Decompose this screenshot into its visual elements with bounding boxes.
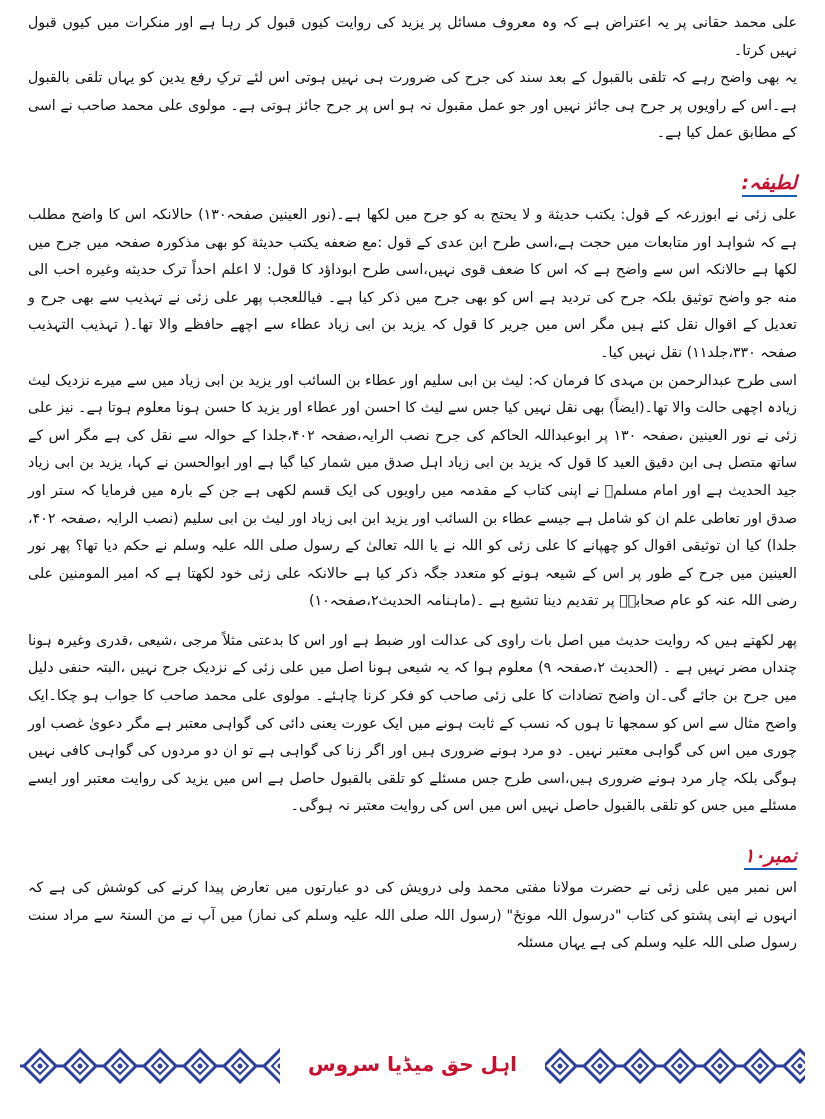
heading-latifa-text: لطیفہ: bbox=[742, 172, 797, 197]
paragraph-number-10: اس نمبر میں علی زئی نے حضرت مولانا مفتی محمد ولی درویش کی دو عبارتوں میں تعارض پیدا کرنے کی کوشش کی ہے کہ انہوں نے اپنی پشتو کی کتاب "درسول اللہ مونځ" (رسول اللہ صلی اللہ علیہ وسلم کی نماز) میں آپ نے من السنۃ سے مراد سنت رسول صلی اللہ علیہ وسلم کی ہے یہاں مسئلہ bbox=[28, 880, 797, 952]
heading-number-10 bbox=[28, 841, 797, 871]
paragraph-hadith-narration: پھر لکھتے ہیں کہ روایت حدیث میں اصل بات راوی کی عدالت اور ضبط ہے اور اس کا بدعتی مثلاً مرجی ،شیعی ،قدری وغیرہ ہونا چنداں مضر نہیں ہے ۔ (الحدیث ۲،صفحہ ۹) معلوم ہوا کہ یہ شیعی ہونا اصل میں علی زئی کے نزدیک جرح نہیں ،البتہ حنفی دلیل میں جرح بن جائے گی۔ان واضح تضادات کا علی زئی صاحب کو فکر کرنا چاہئے۔ مولوی علی محمد صاحب کا جواب ہو چکا۔ایک واضح مثال سے اس کو سمجھا تا ہوں کہ نسب کے ثابت ہونے میں ایک عورت یعنی دائی کی گواہی معتبر ہے مگر دعویٰ غصب اور چوری میں اس کی گواہی معتبر نہیں۔ دو مرد ہونے ضروری ہیں اور اگر زنا کی گواہی ہے تو ان دو مردوں کی گواہی کافی نہیں ہوگی بلکہ چار مرد ہونے ضروری ہیں،اسی طرح جس مسئلے کو تلقی بالقبول حاصل ہے اس میں یزید کی روایت معتبر اور ایسے مسئلے میں جس کو تلقی بالقبول حاصل نہیں اس میں اس کی روایت معتبر نہ ہوگی۔ bbox=[28, 632, 797, 815]
paragraph-talaqqi: یہ بھی واضح رہے کہ تلقی بالقبول کے بعد سند کی جرح کی ضرورت ہی نہیں ہوتی اس لئے ترکِ رفع یدین کو یہاں تلقی بالقبول ہے۔اس کے راویوں پر جرح ہی جائز نہیں اور جو عمل مقبول نہ ہو اس پر جرح جائز ہوتی ہے۔ مولوی علی محمد صاحب نے اسی کے مطابق عمل کیا ہے۔ bbox=[28, 70, 797, 142]
document-page bbox=[28, 10, 797, 958]
heading-number-10-text: نمبر۱۰ bbox=[744, 845, 797, 870]
paragraph-objection: علی محمد حقانی پر یہ اعتراض ہے کہ وہ معروف مسائل پر یزید کی روایت کیوں قبول کر رہا ہے اور منکرات میں کیوں قبول نہیں کرتا۔ bbox=[28, 15, 797, 59]
footer-banner bbox=[20, 1046, 805, 1086]
paragraph-abu-zura: علی زئی نے ابوزرعہ کے قول: يكتب حديثة و لا يحتج به کو جرح میں لکھا ہے۔(نور العینین صفحہ۱۳۰) حالانکہ اس کا واضح مطلب ہے کہ شواہد اور متابعات میں حجت ہے،اسی طرح ابن عدی کے قول :مع ضعفه يكتب حديثة کو بھی مذکورہ صفحہ میں جرح میں لکھا ہے حالانکہ اس سے واضح ہے کہ اس کا ضعف قوی نہیں،اسی طرح ابوداؤد کا قول: لا اعلم احداً ترک حدیثه وغیره احب الی منه جو واضح توثیق بلکہ جرح کی تردید ہے اس کو بھی جرح میں ذکر کیا ہے۔ فیاللعجب پھر علی زئی نے تہذیب سے بھی جرح و تعدیل کے اقوال نقل کئے ہیں مگر اس میں جریر کا قول کہ یزید بن ابی زیاد عطاء سے اچھے حافظے والا تھا۔( تہذیب التہذیب صفحہ ۳۳۰،جلد۱۱) نقل نہیں کیا۔ bbox=[28, 206, 797, 361]
paragraph-abdurrahman: اسی طرح عبدالرحمن بن مہدی کا فرمان کہ: لیث بن ابی سلیم اور عطاء بن السائب اور یزید بن ابی زیاد میں سے میرے نزدیک لیث زیادہ اچھی حالت والا تھا۔(ایضاً) بھی نقل نہیں کیا جس سے لیث کا احسن اور عطاء اور یزید کا حسن ہونا معلوم ہوتا ہے۔ نیز علی زئی نے نور العینین ،صفحہ ۱۳۰ پر ابوعبداللہ الحاکم کی جرح نصب الرایہ،صفحہ ۴۰۲،جلدا کے حوالہ سے نقل کی ہے مگر اس کے ساتھ متصل ہی ابن دقیق العید کا قول کہ یزید بن ابی زیاد اہل صدق میں شمار کیا گیا ہے اور ابوالحسن نے کہا، یزید بن ابی زیاد جید الحدیث ہے اور امام مسلمؒ نے اپنی کتاب کے مقدمہ میں راویوں کی ایک قسم لکھی ہے جن کے بارہ میں فرمایا کہ ستر اور صدق اور تعاطی علم ان کو شامل ہے جیسے عطاء بن السائب اور یزید ابن ابی زیاد اور لیث بن ابی سلیم (نصب الرایہ ،صفحہ ۴۰۲، جلدا) کیا ان توثیقی اقوال کو چھپانے کا علی زئی کو اللہ نے یا اللہ تعالیٰ کے رسول صلی اللہ علیہ وسلم نے حکم دیا تھا؟ پھر نور العینین میں جرح کے طور پر اس کے شیعہ ہونے کو متعدد جگہ ذکر کیا ہے حالانکہ علی زئی خود لکھتا ہے کہ امیر المومنین علی رضی اللہ عنہ کو عام صحابہؓ پر تقدیم دینا تشیع ہے ۔(ماہنامہ الحدیث۲،صفحہ۱۰) bbox=[28, 372, 798, 610]
footer-brand-text: اہل حق میڈیا سروس bbox=[300, 1052, 525, 1076]
footer-brand bbox=[20, 1052, 805, 1076]
heading-latifa bbox=[28, 168, 797, 198]
